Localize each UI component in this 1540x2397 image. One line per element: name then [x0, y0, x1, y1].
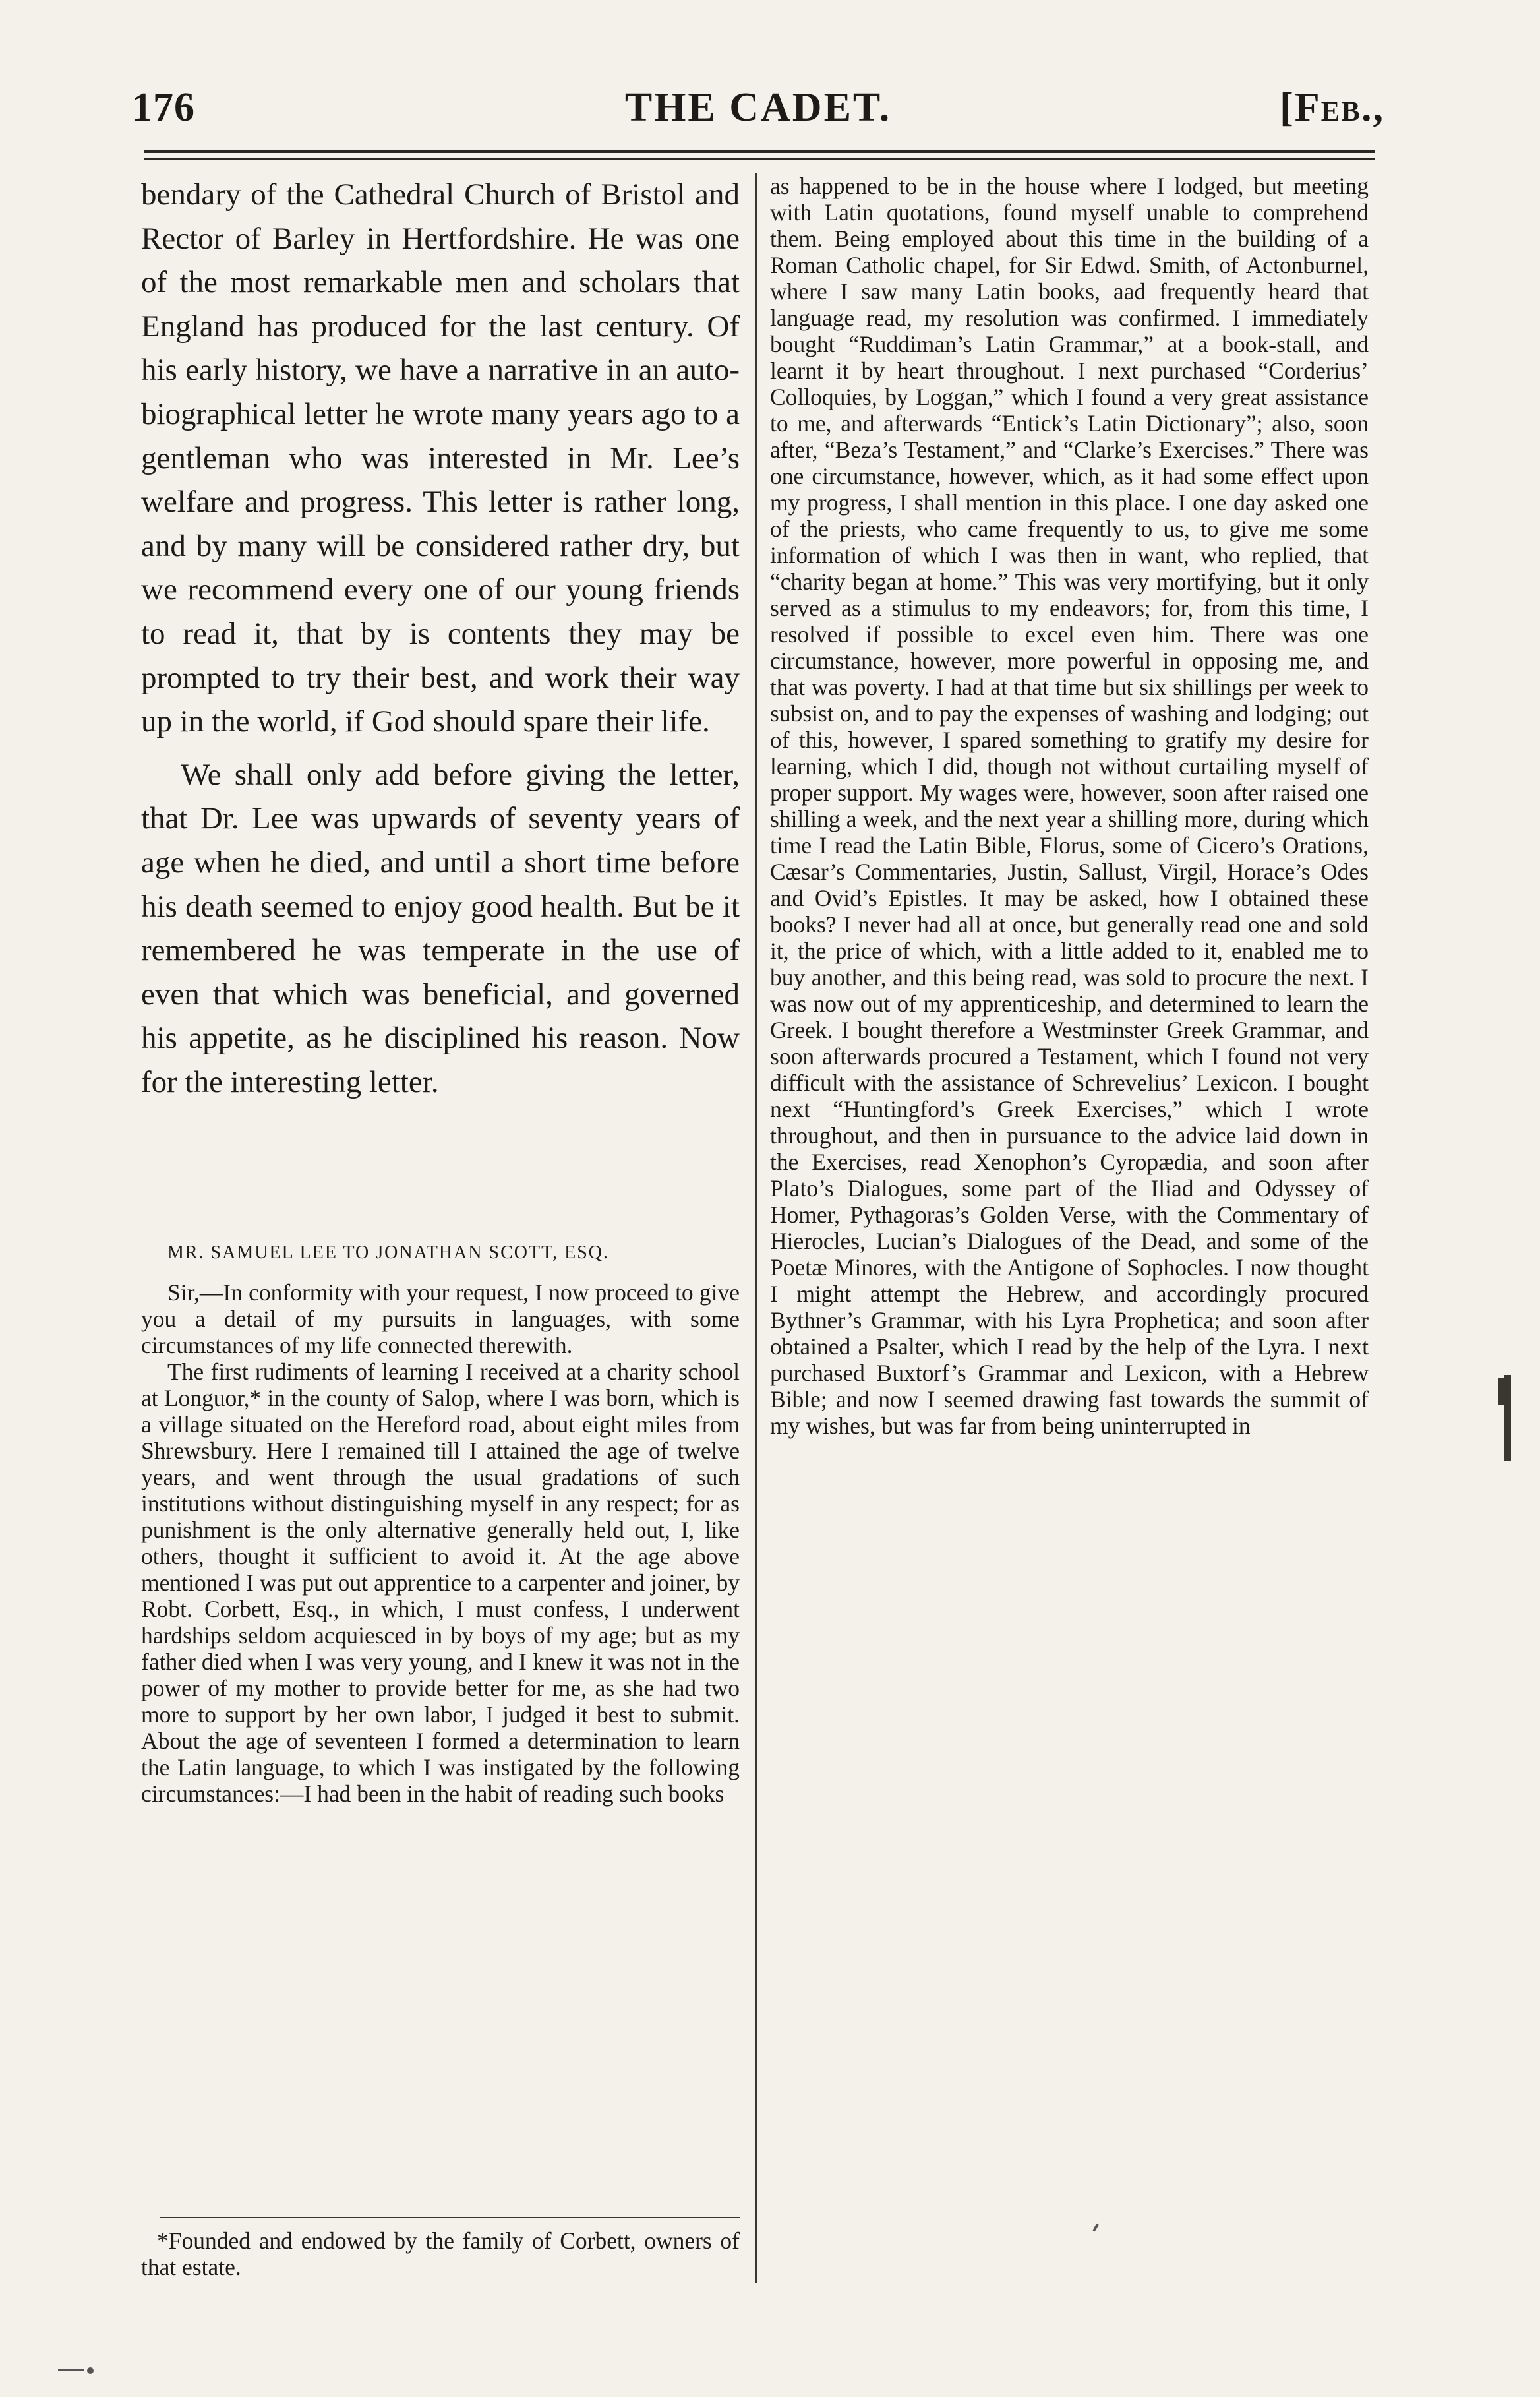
scan-speck — [1092, 2224, 1098, 2231]
letter-paragraph-1: Sir,—In conformity with your request, I now proceed to give you a detail of my pursuits in languages, with some circumstances of my life connected therewith. — [141, 1279, 740, 1358]
running-header — [132, 78, 1384, 137]
letter-paragraph-2: The first rudiments of learning I received at a charity school at Longuor,* in the county of Salop, where I was born, which is a village situated on the Hereford road, about eight miles from Shrewsbury. Here I remained till I attained the age of twelve years, and went through the usual gradations of such institutions without distinguishing myself in any respect; for as punishment is the only alternative generally held out, I, like others, thought it sufficient to avoid it. At the age above mentioned I was put out apprentice to a carpenter and joiner, by Robt. Corbett, Esq., in which, I must confess, I underwent hardships seldom acquiesced in by boys of my age; but as my father died when I was very young, and I knew it was not in the power of my mother to provide better for me, as she had two more to support by her own labor, I judged it best to submit. About the age of seventeen I formed a determination to learn the Latin language, to which I was instigated by the following circumstances:—I had been in the habit of reading such books — [141, 1358, 740, 1807]
column-divider — [755, 173, 757, 2283]
header-rule-thin — [144, 158, 1375, 160]
footnote — [141, 2228, 740, 2280]
right-column — [770, 173, 1369, 1439]
footnote-rule — [160, 2217, 740, 2218]
right-column-text: as happened to be in the house where I lodged, but meeting with Latin quotations, found myself unable to comprehend them. Being employed about this time in the building of a Roman Catholic chapel, for Sir Edwd. Smith, of Actonburnel, where I saw many Latin books, aad frequently heard that language read, my resolution was confirmed. I immediately bought “Ruddiman’s Latin Grammar,” at a book-stall, and learnt it by heart throughout. I next purchased “Corderius’ Colloquies, by Loggan,” which I found a very great assistance to me, and afterwards “Entick’s Latin Dictionary”; also, soon after, “Beza’s Testament,” and “Clarke’s Exercises.” There was one circumstance, however, which, as it had some effect upon my progress, I shall mention in this place. I one day asked one of the priests, who came frequently to us, to give me some information of which I was then in want, who replied, that “charity began at home.” This was very mortifying, but it only served as a stimulus to my endeavors; for, from this time, I resolved if possible to excel even him. There was one circumstance, however, more powerful in opposing me, and that was poverty. I had at that time but six shillings per week to subsist on, and to pay the expenses of washing and lodging; out of this, however, I spared something to gratify my desire for learning, which I did, though not without curtailing myself of proper support. My wages were, however, soon after raised one shilling a week, and the next year a shilling more, during which time I read the Latin Bible, Florus, some of Cicero’s Orations, Cæsar’s Commentaries, Justin, Sallust, Virgil, Horace’s Odes and Ovid’s Epistles. It may be asked, how I obtained these books? I never had all at once, but generally read one and sold it, the price of which, with a little added to it, enabled me to buy another, and this being read, was sold to procure the next. I was now out of my apprenticeship, and determined to learn the Greek. I bought therefore a Westminster Greek Grammar, and soon afterwards procured a Testament, which I found not very difficult with the assistance of Schrevelius’ Lexicon. I bought next “Huntingford’s Greek Exercises,” which I wrote throughout, and then in pursuance to the advice laid down in the Exercises, read Xenophon’s Cyropædia, and soon after Plato’s Dialogues, some part of the Iliad and Odyssey of Homer, Pythagoras’s Golden Verse, with the Commentary of Hierocles, Lucian’s Dialogues of the Dead, and some of the Poetæ Minores, with the Antigone of Sophocles. I now thought I might attempt the Hebrew, and accordingly procured Bythner’s Grammar, with his Lyra Prophetica; and soon after obtained a Psalter, which I read by the help of the Lyra. I next purchased Buxtorf’s Grammar and Lexicon, with a Hebrew Bible; and now I seemed drawing fast towards the summit of my wishes, but was far from being uninterrupted in — [770, 173, 1369, 1439]
issue-month: [Feb., — [1280, 85, 1384, 130]
footnote-text: *Founded and endowed by the family of Corbett, owners of that estate. — [141, 2228, 740, 2280]
intro-paragraph-2: We shall only add before giving the letter, that Dr. Lee was upwards of seventy years of age when he died, and until a short time before his death seemed to enjoy good health. But be it remembered he was temperate in the use of even that which was beneficial, and governed his appetite, as he disciplined his reason. Now for the interesting letter. — [141, 757, 740, 1099]
header-rule-thick — [144, 150, 1375, 153]
scan-edge-mark-tip — [1498, 1378, 1507, 1405]
scan-speck — [58, 2369, 84, 2371]
scan-speck — [87, 2367, 94, 2374]
letter-heading: MR. SAMUEL LEE TO JONATHAN SCOTT, ESQ. — [167, 1242, 609, 1263]
page-number: 176 — [132, 85, 195, 130]
intro-paragraph-1: bendary of the Cathedral Church of Bristol and Rector of Barley in Hertfordshire. He was one of the most remarkable men and scholars that England has produced for the last century. Of his early history, we have a narrative in an auto-biographical letter he wrote many years ago to a gentleman who was interested in Mr. Lee’s welfare and progress. This letter is rather long, and by many will be considered rather dry, but we recommend every one of our young friends to read it, that by is contents they may be prompted to try their best, and work their way up in the world, if God should spare their life. — [141, 177, 740, 739]
left-column-intro — [141, 173, 740, 1104]
left-column-letter — [141, 1240, 740, 1807]
periodical-title: THE CADET. — [624, 85, 892, 130]
